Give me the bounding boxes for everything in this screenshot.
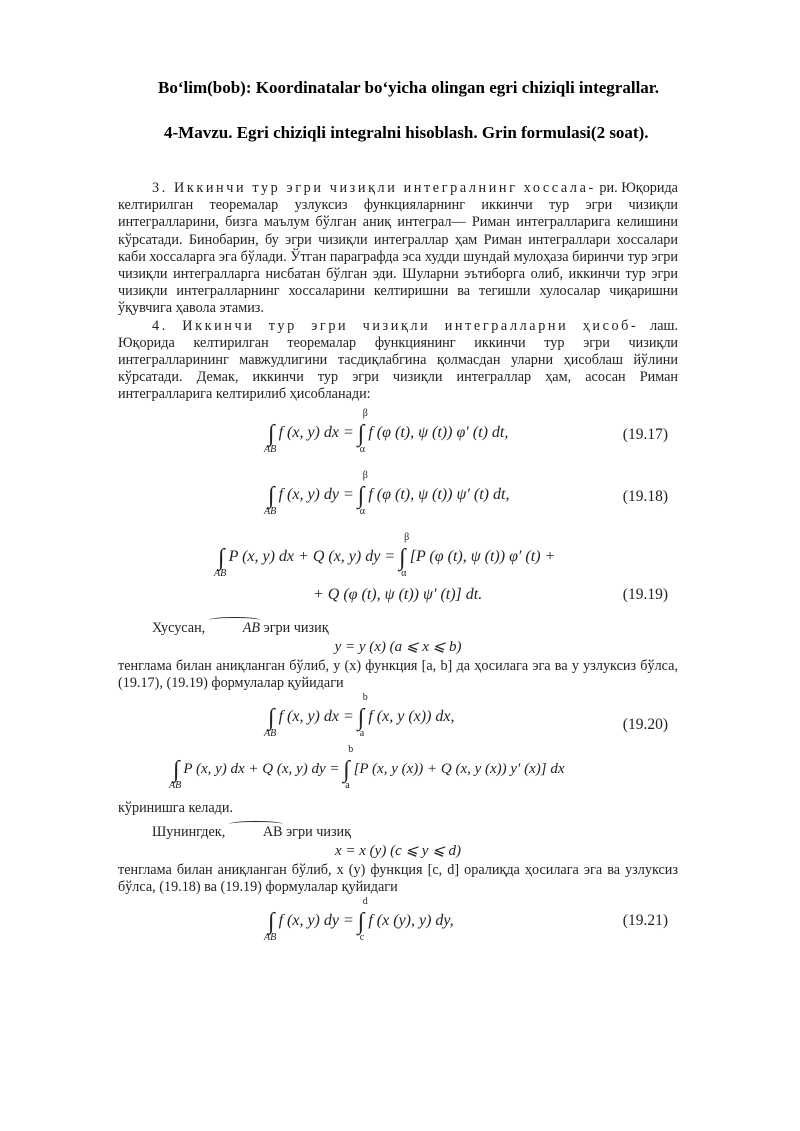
integral-sign: ∫ AB	[264, 420, 277, 455]
equation-lhs: f (x, y) dx =	[278, 423, 354, 441]
integral-sign: ∫ AB	[264, 482, 277, 517]
equation-19-20-b	[118, 744, 678, 794]
topic-heading: 4-Mavzu. Egri chiziqli integralni hisoblash. Grin formulasi(2 soat).	[164, 123, 649, 142]
equation-19-19-line-1	[118, 531, 678, 582]
paragraph-5-text-end: эгри чизиқ	[263, 619, 329, 636]
scanned-page	[118, 180, 678, 1040]
curve-equation-2: x = x (y) (c ⩽ y ⩽ d)	[334, 842, 462, 859]
equation-19-21	[118, 896, 678, 946]
equation-19-17	[118, 407, 678, 458]
equation-number: (19.19)	[622, 585, 668, 603]
paragraph-5-text: Хусусан,	[152, 619, 206, 636]
equation-lhs: P (x, y) dx + Q (x, y) dy =	[183, 761, 340, 778]
integral-sign: ∫ AB	[264, 705, 277, 740]
paragraph-6: тенглама билан аниқланган бўлиб, y (x) функция [a, b] да ҳосилага эга ва у узлуксиз бўлса, (19.17), (19.19) формулалар қуйидаги	[118, 658, 678, 692]
equation-number: (19.20)	[622, 716, 668, 734]
arc-ab: AB	[209, 620, 260, 637]
equation-lhs: f (x, y) dy =	[278, 485, 354, 503]
equation-rhs: + Q (φ (t), ψ (t)) ψ′ (t)] dt.	[313, 585, 483, 603]
equation-rhs: f (x (y), y) dy,	[368, 912, 454, 930]
equation-rhs: f (φ (t), ψ (t)) φ′ (t) dt,	[368, 423, 509, 441]
equation-rhs: f (φ (t), ψ (t)) ψ′ (t) dt,	[368, 485, 510, 503]
paragraph-4-title: 4. Иккинчи тур эгри чизиқли интегралларни ҳисоб-	[152, 317, 639, 334]
paragraph-3	[118, 180, 678, 318]
arc-ab: AB	[229, 824, 283, 841]
curve-equation-1: y = y (x) (a ⩽ x ⩽ b)	[334, 638, 462, 655]
paragraph-8	[118, 824, 678, 841]
equation-rhs: [P (φ (t), ψ (t)) φ′ (t) +	[409, 547, 556, 565]
integral-sign: ∫ d c	[357, 896, 368, 944]
equation-number: (19.17)	[622, 425, 668, 443]
integral-sign: ∫ b a	[343, 744, 354, 792]
paragraph-3-text: ри. Юқорида келтирилган теоремалар узлуксиз функцияларнинг иккинчи тур эгри чизиқли интегралларини, бизга маълум бўлган аниқ интеграл— Риман интегралларига келишини кўрсатади. Бинобарин, бу эгри чизиқли интеграллар ҳам Риман интеграллари хоссалари каби хоссаларга эга бўлади. Ўтган параграфда эса худди шундай мулоҳаза биринчи тур эгри чизиқли интегралларга нисбатан бўлган эди. Шуларни эътиборга олиб, иккинчи тур эгри чизиқли интегралларнинг хоссаларини келтиришни ва тегишли хулосалар чиқаришни ўқувчига ҳавола этамиз.	[118, 180, 678, 317]
equation-lhs: f (x, y) dx =	[278, 708, 354, 726]
paragraph-3-title: 3. Иккинчи тур эгри чизиқли интегралнинг хоссала-	[152, 180, 596, 196]
paragraph-4	[118, 318, 678, 404]
equation-19-19-line-2	[118, 582, 678, 614]
integral-sign: ∫ AB	[214, 544, 227, 579]
equation-number: (19.18)	[622, 487, 668, 505]
integral-sign: ∫ β α	[399, 531, 410, 579]
equation-lhs: P (x, y) dx + Q (x, y) dy =	[228, 547, 396, 565]
section-heading: Bo‘lim(bob): Koordinatalar bo‘yicha olingan egri chiziqli integrallar.	[158, 78, 660, 97]
paragraph-8-text-end: эгри чизиқ	[286, 823, 352, 840]
integral-sign: ∫ b a	[357, 692, 368, 740]
equation-number: (19.21)	[622, 912, 668, 930]
paragraph-9: тенглама билан аниқланган бўлиб, x (y) функция [c, d] оралиқда ҳосилага эга ва узлуксиз бўлса, (19.18) ва (19.19) формулалар қуйидаги	[118, 862, 678, 896]
integral-sign: ∫ β α	[357, 407, 368, 455]
paragraph-5	[118, 620, 678, 637]
paragraph-7: кўринишга келади.	[118, 800, 234, 817]
paragraph-8-text: Шунингдек,	[152, 823, 226, 840]
equation-lhs: f (x, y) dy =	[278, 912, 354, 930]
equation-rhs: [P (x, y (x)) + Q (x, y (x)) y′ (x)] dx	[353, 761, 565, 778]
equation-rhs: f (x, y (x)) dx,	[368, 708, 455, 726]
paragraph-4-text: лаш. Юқорида келтирилган теоремалар функциянинг иккинчи тур эгри чизиқли интегралларининг мавжудлигини тасдиқлабгина қолмасдан уларни ҳисоблаш йўлини кўрсатади. Демак, иккинчи тур эгри чизиқли интеграллар ҳам, асосан Риман интегралларига келтирилиб ҳисобланади:	[118, 317, 678, 403]
equation-19-18	[118, 469, 678, 520]
equation-19-20	[118, 692, 678, 742]
integral-sign: ∫ β α	[357, 469, 368, 517]
integral-sign: ∫ AB	[264, 909, 277, 944]
integral-sign: ∫ AB	[169, 757, 182, 792]
